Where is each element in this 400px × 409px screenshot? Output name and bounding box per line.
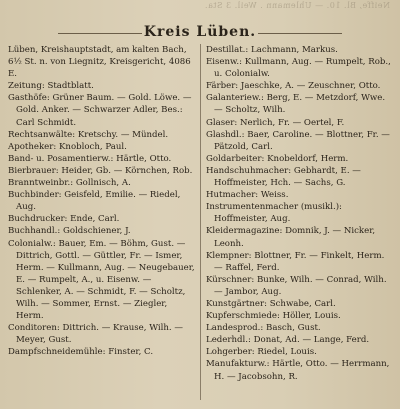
column-divider	[200, 44, 201, 400]
town-header: Lüben, Kreishauptstadt, am kalten Bach, 6½ St. n. von Liegnitz, Kreisgericht, 4086 E.	[8, 45, 191, 80]
list-item: Hutmacher: Weiss.	[206, 190, 289, 201]
list-item: Buchbinder: Geisfeld, Emilie. — Riedel, Aug.	[8, 190, 181, 213]
list-item: Bierbrauer: Heider, Gb. — Körnchen, Rob.	[8, 165, 193, 176]
list-item: Eisenw.: Kullmann, Aug. — Rumpelt, Rob., u. Colonialw.	[206, 57, 391, 80]
list-item: Zeitung: Stadtblatt.	[8, 81, 94, 92]
list-item: Glashdl.: Baer, Caroline. — Blottner, Fr. — Pätzold, Carl.	[206, 129, 390, 152]
list-item: Kleidermagazine: Domnik, J. — Nicker, Leonh.	[206, 226, 376, 249]
list-item: Handschuhmacher: Gebhardt, E. — Hoffmeister, Hch. — Sachs, G.	[206, 165, 361, 189]
list-item: Lohgerber: Riedel, Louis.	[206, 347, 317, 358]
list-item: Rechtsanwälte: Kretschy. — Mündel.	[8, 129, 169, 140]
list-item: Landesprod.: Basch, Gust.	[206, 323, 321, 334]
list-item: Gasthöfe: Grüner Baum. — Gold. Löwe. — Gold. Anker. — Schwarzer Adler, Bes.: Carl Schmidt.	[8, 93, 192, 128]
title-rule-left	[58, 33, 142, 34]
list-item: Apotheker: Knobloch, Paul.	[8, 141, 127, 152]
left-column	[8, 44, 196, 358]
list-item: Conditoren: Dittrich. — Krause, Wilh. — Meyer, Gust.	[8, 323, 183, 346]
list-item: Kürschner: Bunke, Wilh. — Conrad, Wilh. — Jambor, Aug.	[206, 274, 387, 297]
title-rule-right	[258, 33, 342, 34]
list-item: Kunstgärtner: Schwabe, Carl.	[206, 298, 336, 309]
list-item: Kupferschmiede: Höller, Louis.	[206, 311, 341, 322]
list-item: Buchdrucker: Ende, Carl.	[8, 214, 120, 225]
list-item: Dampfschneidemühle: Finster, C.	[8, 347, 154, 358]
list-item: Goldarbeiter: Knobeldorf, Herm.	[206, 153, 349, 164]
list-item: Galanteriew.: Berg, E. — Metzdorf, Wwe. — Scholtz, Wilh.	[206, 93, 386, 116]
list-item: Glaser: Nerlich, Fr. — Oertel, F.	[206, 117, 345, 128]
list-item: Buchhandl.: Goldschiener, J.	[8, 226, 131, 237]
list-item: Destillat.: Lachmann, Markus.	[206, 45, 338, 55]
list-item: Klempner: Blottner, Fr. — Finkelt, Herm. — Raffel, Ferd.	[206, 250, 385, 273]
list-item: Instrumentenmacher (musikl.): Hoffmeister, Aug.	[206, 202, 342, 225]
list-item: Lederhdl.: Donat, Ad. — Lange, Ferd.	[206, 335, 370, 346]
list-item: Colonialw.: Bauer, Em. — Böhm, Gust. — Dittrich, Gottl. — Güttler, Fr. — Ismer, Herm. — Kullmann, Aug. — Neugebauer, E. — Rumpelt, A., u. Eisenw. — Schlenker, A. — Schmidt, F. — Scholtz, Wilh. — Sommer, Ernst. — Ziegler, Herm.	[8, 238, 195, 322]
bleed-through-text: Neiffe, Bl. 10. — Uhlemann . Weil. 3 Sta.	[204, 1, 390, 10]
list-item: Branntweinbr.: Gollnisch, A.	[8, 178, 131, 189]
list-item: Manufakturw.: Härtle, Otto. — Herrmann, H. — Jacobsohn, R.	[206, 359, 390, 382]
list-item: Färber: Jaeschke, A. — Zeuschner, Otto.	[206, 81, 381, 92]
right-column	[206, 44, 394, 383]
page-title: Kreis Lüben.	[143, 24, 257, 40]
list-item: Band- u. Posamentierw.: Härtle, Otto.	[8, 153, 172, 164]
